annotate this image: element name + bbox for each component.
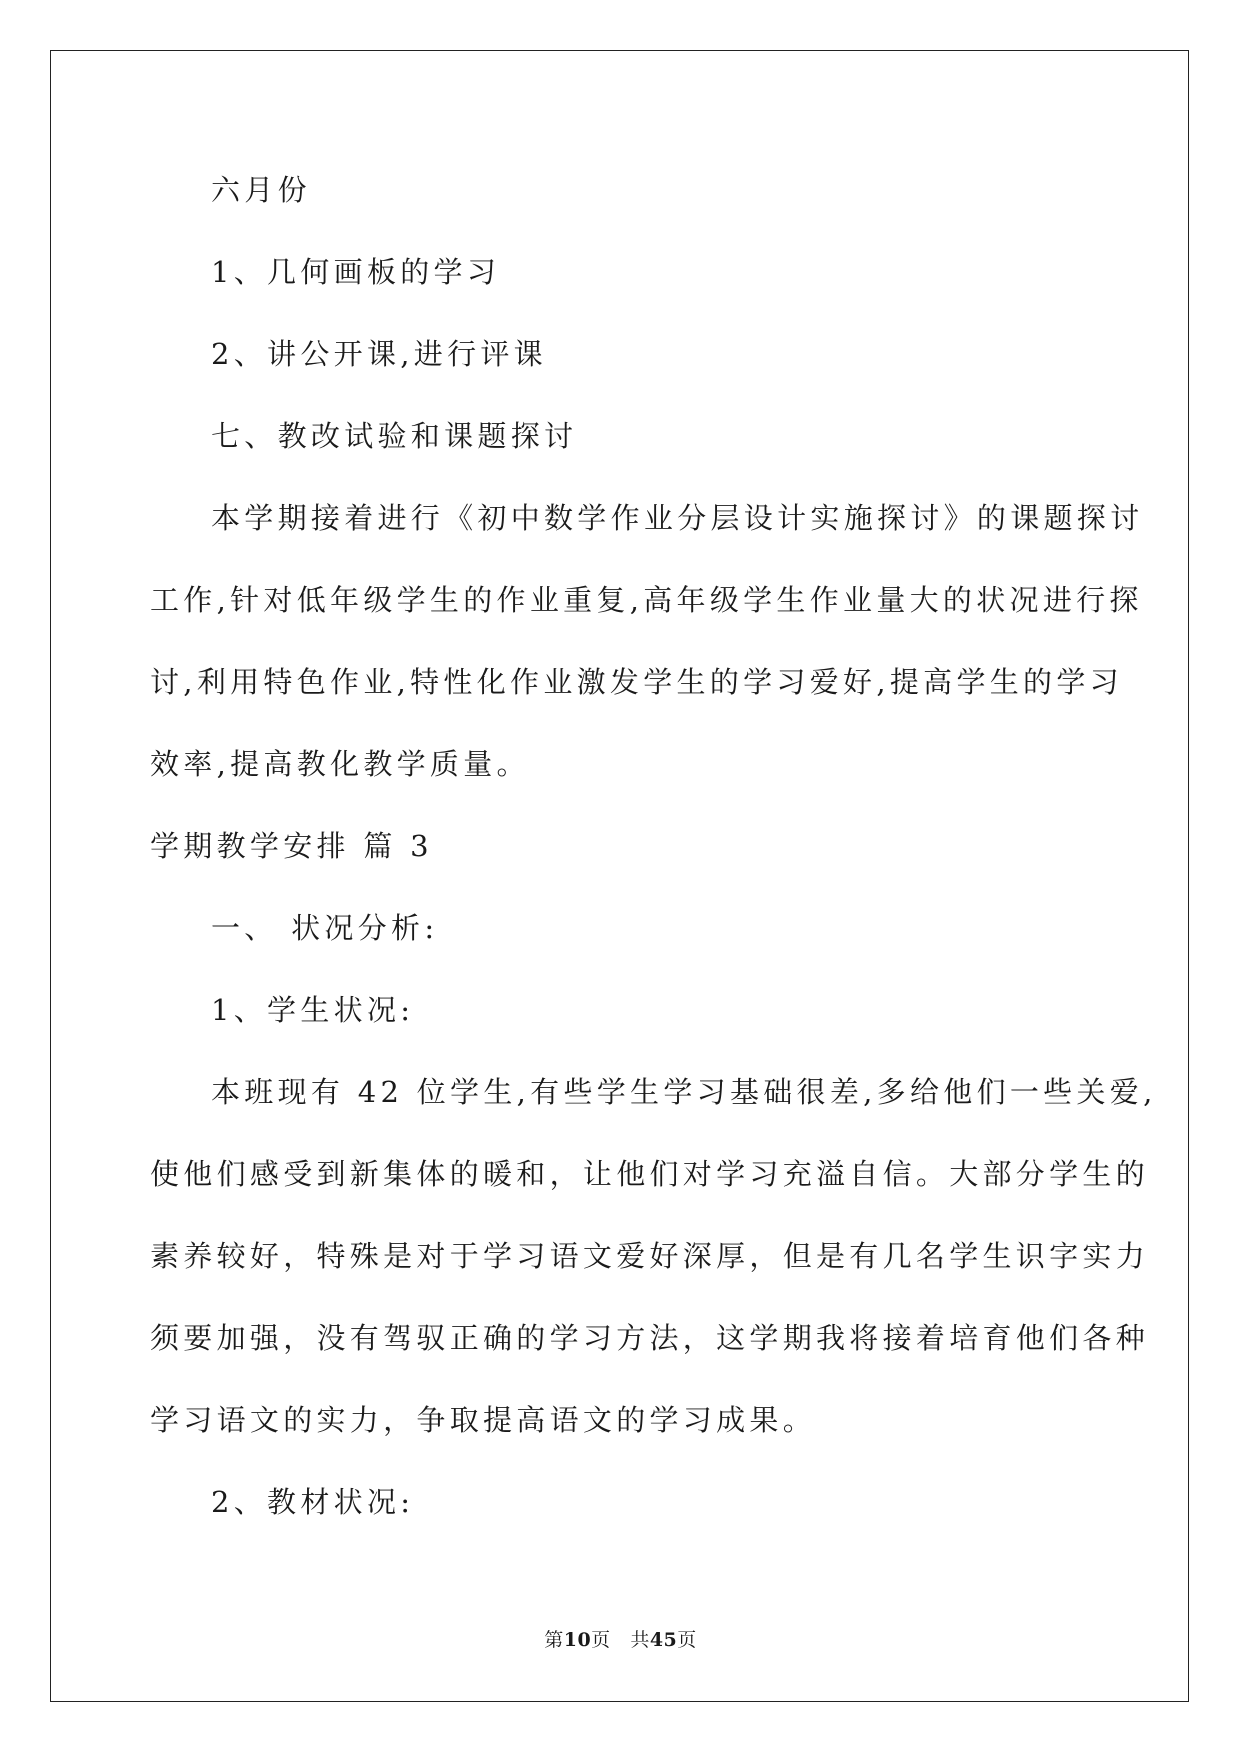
paragraph-line: 工作,针对低年级学生的作业重复,高年级学生作业量大的状况进行探 xyxy=(150,583,1143,617)
footer-prefix: 第 xyxy=(544,1629,564,1651)
subsection-heading: 1、学生状况: xyxy=(211,993,415,1027)
paragraph-line: 效率,提高教化教学质量。 xyxy=(150,747,530,781)
paragraph-line: 讨,利用特色作业,特性化作业激发学生的学习爱好,提高学生的学习 xyxy=(150,665,1123,699)
list-item: 1、几何画板的学习 xyxy=(211,255,501,289)
paragraph-line: 素养较好，特殊是对于学习语文爱好深厚，但是有几名学生识字实力 xyxy=(150,1239,1150,1273)
article-title: 学期教学安排 篇 3 xyxy=(150,829,433,863)
subsection-heading: 2、教材状况: xyxy=(211,1485,415,1519)
total-pages-number: 45 xyxy=(649,1629,678,1651)
month-heading: 六月份 xyxy=(211,173,311,207)
paragraph-line: 须要加强，没有驾驭正确的学习方法，这学期我将接着培育他们各种 xyxy=(150,1321,1150,1355)
section-heading: 七、教改试验和课题探讨 xyxy=(211,419,578,453)
paragraph-line: 学习语文的实力，争取提高语文的学习成果。 xyxy=(150,1403,817,1437)
paragraph-line: 使他们感受到新集体的暖和，让他们对学习充溢自信。大部分学生的 xyxy=(150,1157,1150,1191)
paragraph-line: 本学期接着进行《初中数学作业分层设计实施探讨》的课题探讨 xyxy=(211,501,1144,535)
footer-total-unit: 页 xyxy=(677,1629,697,1651)
list-item: 2、讲公开课,进行评课 xyxy=(211,337,547,371)
page-border xyxy=(50,50,1189,1702)
page-number-footer xyxy=(0,1627,1241,1653)
footer-total-prefix: 共 xyxy=(630,1629,650,1651)
paragraph-line: 本班现有 42 位学生,有些学生学习基础很差,多给他们一些关爱, xyxy=(211,1075,1157,1109)
current-page-number: 10 xyxy=(563,1629,592,1651)
section-heading: 一、 状况分析: xyxy=(211,911,439,945)
footer-page-unit: 页 xyxy=(591,1629,611,1651)
